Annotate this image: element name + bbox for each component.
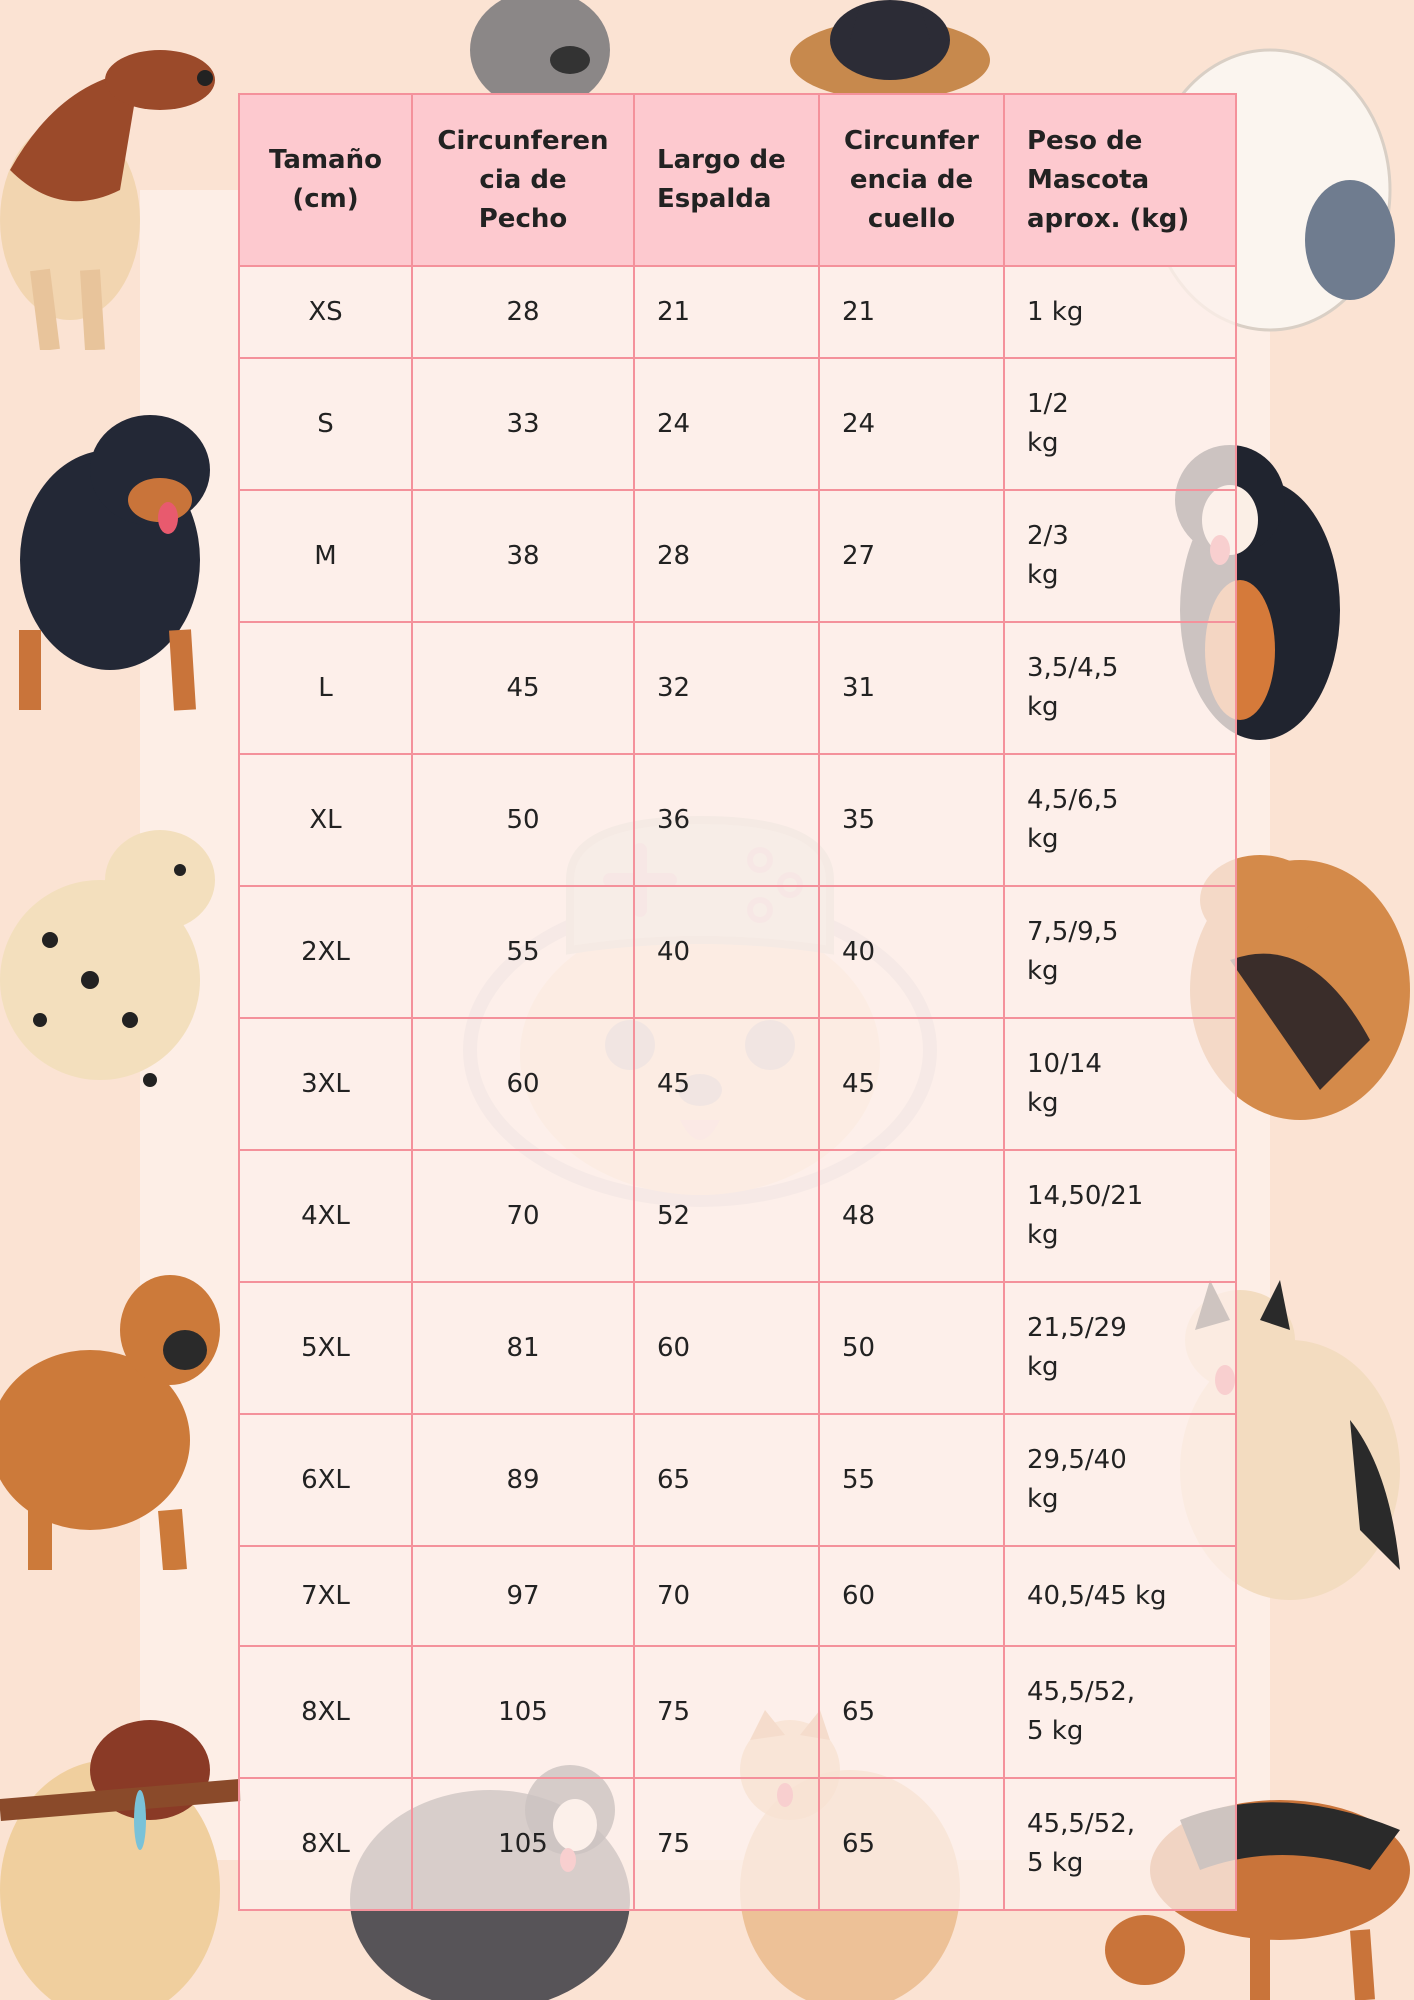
- neck-cell: 35: [819, 754, 1004, 886]
- size-cell: L: [239, 622, 412, 754]
- neck-cell: 65: [819, 1778, 1004, 1910]
- neck-cell: 31: [819, 622, 1004, 754]
- chest-cell: 38: [412, 490, 634, 622]
- saint-bernard-illustration: [0, 1710, 260, 2000]
- weight-cell: 1/2 kg: [1004, 358, 1236, 490]
- neck-cell: 40: [819, 886, 1004, 1018]
- chest-cell: 97: [412, 1546, 634, 1646]
- table-row: [239, 490, 1236, 622]
- size-cell: 8XL: [239, 1646, 412, 1778]
- size-cell: 2XL: [239, 886, 412, 1018]
- back-length-cell: 75: [634, 1646, 819, 1778]
- weight-cell: 1 kg: [1004, 266, 1236, 358]
- weight-cell: 14,50/21 kg: [1004, 1150, 1236, 1282]
- neck-cell: 48: [819, 1150, 1004, 1282]
- table-row: [239, 1778, 1236, 1910]
- size-cell: 8XL: [239, 1778, 412, 1910]
- chest-cell: 33: [412, 358, 634, 490]
- table-row: [239, 1414, 1236, 1546]
- neck-cell: 21: [819, 266, 1004, 358]
- table-row: [239, 1018, 1236, 1150]
- chest-cell: 50: [412, 754, 634, 886]
- back-length-cell: 32: [634, 622, 819, 754]
- size-cell: 4XL: [239, 1150, 412, 1282]
- table-row: [239, 1150, 1236, 1282]
- back-length-cell: 52: [634, 1150, 819, 1282]
- mastiff-illustration: [0, 1270, 230, 1570]
- weight-cell: 4,5/6,5 kg: [1004, 754, 1236, 886]
- weight-cell: 40,5/45 kg: [1004, 1546, 1236, 1646]
- size-cell: 3XL: [239, 1018, 412, 1150]
- size-chart-table: [238, 93, 1237, 1911]
- chest-cell: 28: [412, 266, 634, 358]
- table-row: [239, 266, 1236, 358]
- header-back-length: Largo de Espalda: [634, 94, 819, 266]
- neck-cell: 65: [819, 1646, 1004, 1778]
- chest-cell: 45: [412, 622, 634, 754]
- size-cell: 6XL: [239, 1414, 412, 1546]
- size-cell: 7XL: [239, 1546, 412, 1646]
- table-row: [239, 358, 1236, 490]
- table-row: [239, 1646, 1236, 1778]
- collie-dog-illustration: [0, 20, 230, 350]
- back-length-cell: 45: [634, 1018, 819, 1150]
- weight-cell: 45,5/52, 5 kg: [1004, 1778, 1236, 1910]
- size-cell: XL: [239, 754, 412, 886]
- dalmatian-illustration: [0, 820, 230, 1140]
- weight-cell: 2/3 kg: [1004, 490, 1236, 622]
- header-row: [239, 94, 1236, 266]
- back-length-cell: 70: [634, 1546, 819, 1646]
- back-length-cell: 28: [634, 490, 819, 622]
- neck-cell: 27: [819, 490, 1004, 622]
- chest-cell: 105: [412, 1646, 634, 1778]
- back-length-cell: 75: [634, 1778, 819, 1910]
- chest-cell: 89: [412, 1414, 634, 1546]
- header-weight: Peso de Mascota aprox. (kg): [1004, 94, 1236, 266]
- neck-cell: 50: [819, 1282, 1004, 1414]
- weight-cell: 10/14 kg: [1004, 1018, 1236, 1150]
- back-length-cell: 60: [634, 1282, 819, 1414]
- header-chest: Circunferen cia de Pecho: [412, 94, 634, 266]
- back-length-cell: 40: [634, 886, 819, 1018]
- size-cell: M: [239, 490, 412, 622]
- weight-cell: 45,5/52, 5 kg: [1004, 1646, 1236, 1778]
- header-size: Tamaño (cm): [239, 94, 412, 266]
- neck-cell: 55: [819, 1414, 1004, 1546]
- neck-cell: 60: [819, 1546, 1004, 1646]
- neck-cell: 45: [819, 1018, 1004, 1150]
- weight-cell: 21,5/29 kg: [1004, 1282, 1236, 1414]
- size-cell: S: [239, 358, 412, 490]
- chest-cell: 105: [412, 1778, 634, 1910]
- back-length-cell: 36: [634, 754, 819, 886]
- chest-cell: 70: [412, 1150, 634, 1282]
- chest-cell: 55: [412, 886, 634, 1018]
- table-row: [239, 754, 1236, 886]
- weight-cell: 29,5/40 kg: [1004, 1414, 1236, 1546]
- back-length-cell: 24: [634, 358, 819, 490]
- chest-cell: 81: [412, 1282, 634, 1414]
- header-neck: Circunfer encia de cuello: [819, 94, 1004, 266]
- weight-cell: 7,5/9,5 kg: [1004, 886, 1236, 1018]
- table-row: [239, 886, 1236, 1018]
- size-cell: XS: [239, 266, 412, 358]
- neck-cell: 24: [819, 358, 1004, 490]
- back-length-cell: 65: [634, 1414, 819, 1546]
- weight-cell: 3,5/4,5 kg: [1004, 622, 1236, 754]
- back-length-cell: 21: [634, 266, 819, 358]
- chest-cell: 60: [412, 1018, 634, 1150]
- table-row: [239, 622, 1236, 754]
- table-row: [239, 1282, 1236, 1414]
- rottweiler-illustration: [0, 400, 230, 720]
- size-cell: 5XL: [239, 1282, 412, 1414]
- table-row: [239, 1546, 1236, 1646]
